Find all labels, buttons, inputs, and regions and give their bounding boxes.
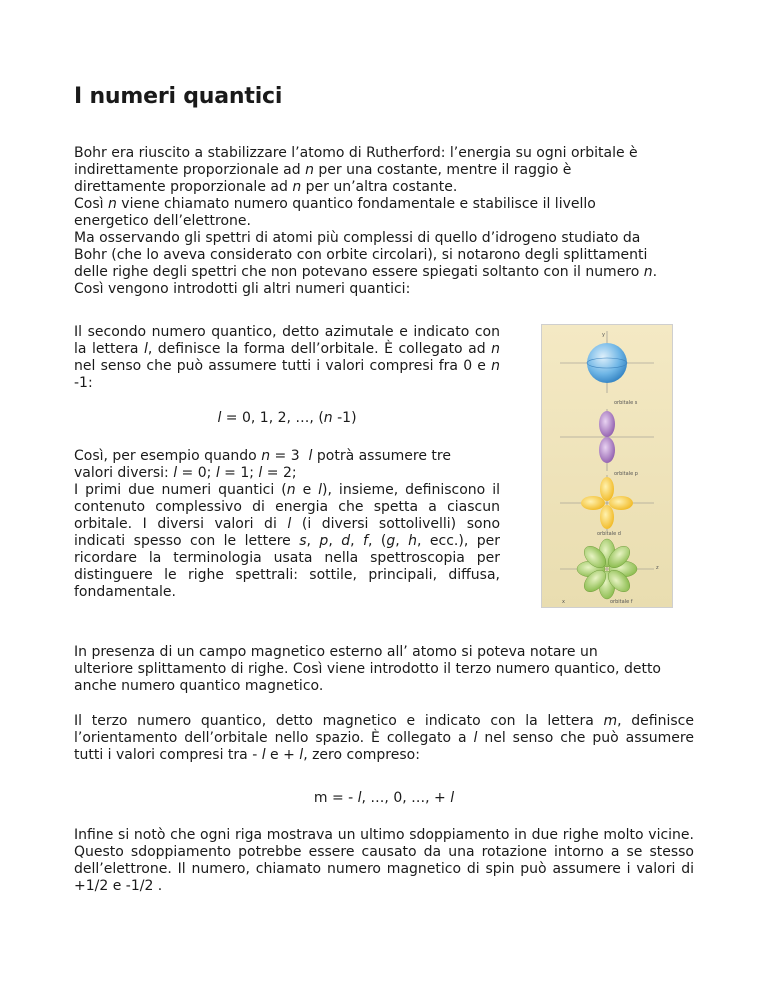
text: Così, per esempio quando xyxy=(74,448,262,464)
text: = 3 xyxy=(270,448,309,464)
text: , ecc.), per ricordare la terminologia usata nella spettroscopia per distinguere le righe spettrali: sottile, principali, diffusa, fondamentale. xyxy=(74,533,500,600)
text: , xyxy=(328,533,342,549)
azimuthal-formula xyxy=(74,410,500,427)
text: per una costante, mentre il raggio è xyxy=(313,162,572,178)
intro-line xyxy=(74,196,704,213)
var-l: l xyxy=(261,747,266,763)
example-line xyxy=(74,448,500,465)
axis-z-label: z xyxy=(656,565,659,571)
text: anche numero quantico magnetico. xyxy=(74,678,324,694)
text-line xyxy=(74,678,704,695)
intro-line xyxy=(74,179,704,196)
text: e xyxy=(295,482,319,498)
text: , ( xyxy=(367,533,387,549)
text: ), insieme, definiscono il contenuto complessivo di energia che spetta a ciascun orbitale. I diversi valori di xyxy=(74,482,500,532)
text: , …, 0, …, + xyxy=(361,790,451,806)
text: e + xyxy=(265,747,300,763)
example-line xyxy=(74,465,500,482)
text: = 0, 1, 2, …, ( xyxy=(221,410,324,426)
var-l: l xyxy=(299,747,304,763)
var-n: n xyxy=(643,264,653,280)
label-p-orbital: orbitale p xyxy=(614,471,638,477)
text: Il secondo numero quantico, detto azimutale e indicato con la lettera xyxy=(74,324,500,357)
intro-line xyxy=(74,281,704,298)
letter-d: d xyxy=(341,533,351,549)
text: , zero compreso: xyxy=(303,747,420,763)
letter-h: h xyxy=(408,533,417,549)
text: m = - xyxy=(313,790,358,806)
axis-x-label: x xyxy=(562,599,565,605)
text: . xyxy=(652,264,658,280)
text: = 1; xyxy=(219,465,259,481)
text: , xyxy=(395,533,409,549)
azimuthal-example xyxy=(74,448,500,482)
text: Bohr (che lo aveva considerato con orbite circolari), si notarono degli splittamenti xyxy=(74,247,648,263)
text: , xyxy=(306,533,320,549)
page-title: I numeri quantici xyxy=(74,84,283,109)
var-n: n xyxy=(107,196,117,212)
letter-s: s xyxy=(299,533,307,549)
orbitals-illustration xyxy=(542,325,672,607)
text: = 2; xyxy=(262,465,297,481)
text: direttamente proporzionale ad xyxy=(74,179,293,195)
var-l: l xyxy=(308,448,313,464)
magnetic-field-paragraph xyxy=(74,644,704,695)
text: energetico dell’elettrone. xyxy=(74,213,251,229)
spin-paragraph xyxy=(74,827,694,895)
text: -1: xyxy=(74,375,93,391)
text: -1) xyxy=(332,410,357,426)
var-l: l xyxy=(173,465,178,481)
var-n: n xyxy=(286,482,296,498)
intro-line xyxy=(74,162,704,179)
text: nel senso che può assumere tutti i valori compresi fra 0 e xyxy=(74,358,492,374)
orbitals-figure xyxy=(541,324,673,608)
text-line xyxy=(74,644,704,661)
letter-f: f xyxy=(363,533,368,549)
intro-line xyxy=(74,264,704,281)
sublevels-paragraph xyxy=(74,482,500,601)
text: Così vengono introdotti gli altri numeri quantici: xyxy=(74,281,411,297)
intro-line xyxy=(74,247,704,264)
text: ulteriore splittamento di righe. Così viene introdotto il terzo numero quantico, detto xyxy=(74,661,662,677)
text: viene chiamato numero quantico fondamentale e stabilisce il livello xyxy=(116,196,596,212)
text: indirettamente proporzionale ad xyxy=(74,162,306,178)
text: Il terzo numero quantico, detto magnetico e indicato con la lettera xyxy=(74,713,604,729)
label-s-orbital: orbitale s xyxy=(614,400,638,406)
letter-p: p xyxy=(319,533,329,549)
intro-line xyxy=(74,145,704,162)
text: valori diversi: xyxy=(74,465,174,481)
var-m: m xyxy=(603,713,618,729)
azimuthal-paragraph xyxy=(74,324,500,392)
var-n: n xyxy=(261,448,271,464)
text: In presenza di un campo magnetico esterno all’ atomo si poteva notare un xyxy=(74,644,598,660)
var-n: n xyxy=(305,162,314,178)
text: Infine si notò che ogni riga mostrava un ultimo sdoppiamento in due righe molto vicine. Questo sdoppiamento potrebbe essere causato da una rotazione intorno a se stesso dell’elettrone. Il numero, chiamato numero magnetico di spin può assumere i valori di +1/2 e -1/2 . xyxy=(74,827,694,894)
var-l: l xyxy=(450,790,455,806)
text: Così xyxy=(74,196,108,212)
axis-y-label: y xyxy=(602,332,605,338)
magnetic-paragraph xyxy=(74,713,694,764)
text: delle righe degli spettri che non potevano essere spiegati soltanto con il numero xyxy=(74,264,644,280)
label-d-orbital: orbitale d xyxy=(597,531,621,537)
text: , definisce l’orientamento dell’orbitale nello spazio. È collegato a xyxy=(74,713,694,746)
var-n: n xyxy=(292,179,302,195)
var-l: l xyxy=(143,341,148,357)
text-line xyxy=(74,661,704,678)
var-n: n xyxy=(491,358,500,374)
text: per un’altra costante. xyxy=(301,179,458,195)
text: I primi due numeri quantici ( xyxy=(74,482,287,498)
text: potrà assumere tre xyxy=(312,448,451,464)
var-l: l xyxy=(215,465,220,481)
intro-paragraph xyxy=(74,145,704,298)
var-n: n xyxy=(323,410,333,426)
text: , xyxy=(350,533,364,549)
var-l: l xyxy=(287,516,292,532)
text: Ma osservando gli spettri di atomi più complessi di quello d’idrogeno studiato da xyxy=(74,230,641,246)
text: , definisce la forma dell’orbitale. È collegato ad xyxy=(147,341,492,357)
intro-line xyxy=(74,230,704,247)
text: nel senso che può assumere tutti i valori compresi tra - xyxy=(74,730,694,763)
intro-line xyxy=(74,213,704,230)
var-l: l xyxy=(217,410,222,426)
var-l: l xyxy=(473,730,478,746)
label-f-orbital: orbitale f xyxy=(610,599,633,605)
var-l: l xyxy=(258,465,263,481)
text: = 0; xyxy=(177,465,216,481)
text: (i diversi sottolivelli) sono indicati spesso con le lettere xyxy=(74,516,501,549)
letter-g: g xyxy=(386,533,396,549)
var-l: l xyxy=(357,790,362,806)
var-n: n xyxy=(491,341,500,357)
magnetic-formula xyxy=(74,790,694,807)
text: Bohr era riuscito a stabilizzare l’atomo di Rutherford: l’energia su ogni orbitale è xyxy=(74,145,638,161)
var-l: l xyxy=(318,482,323,498)
